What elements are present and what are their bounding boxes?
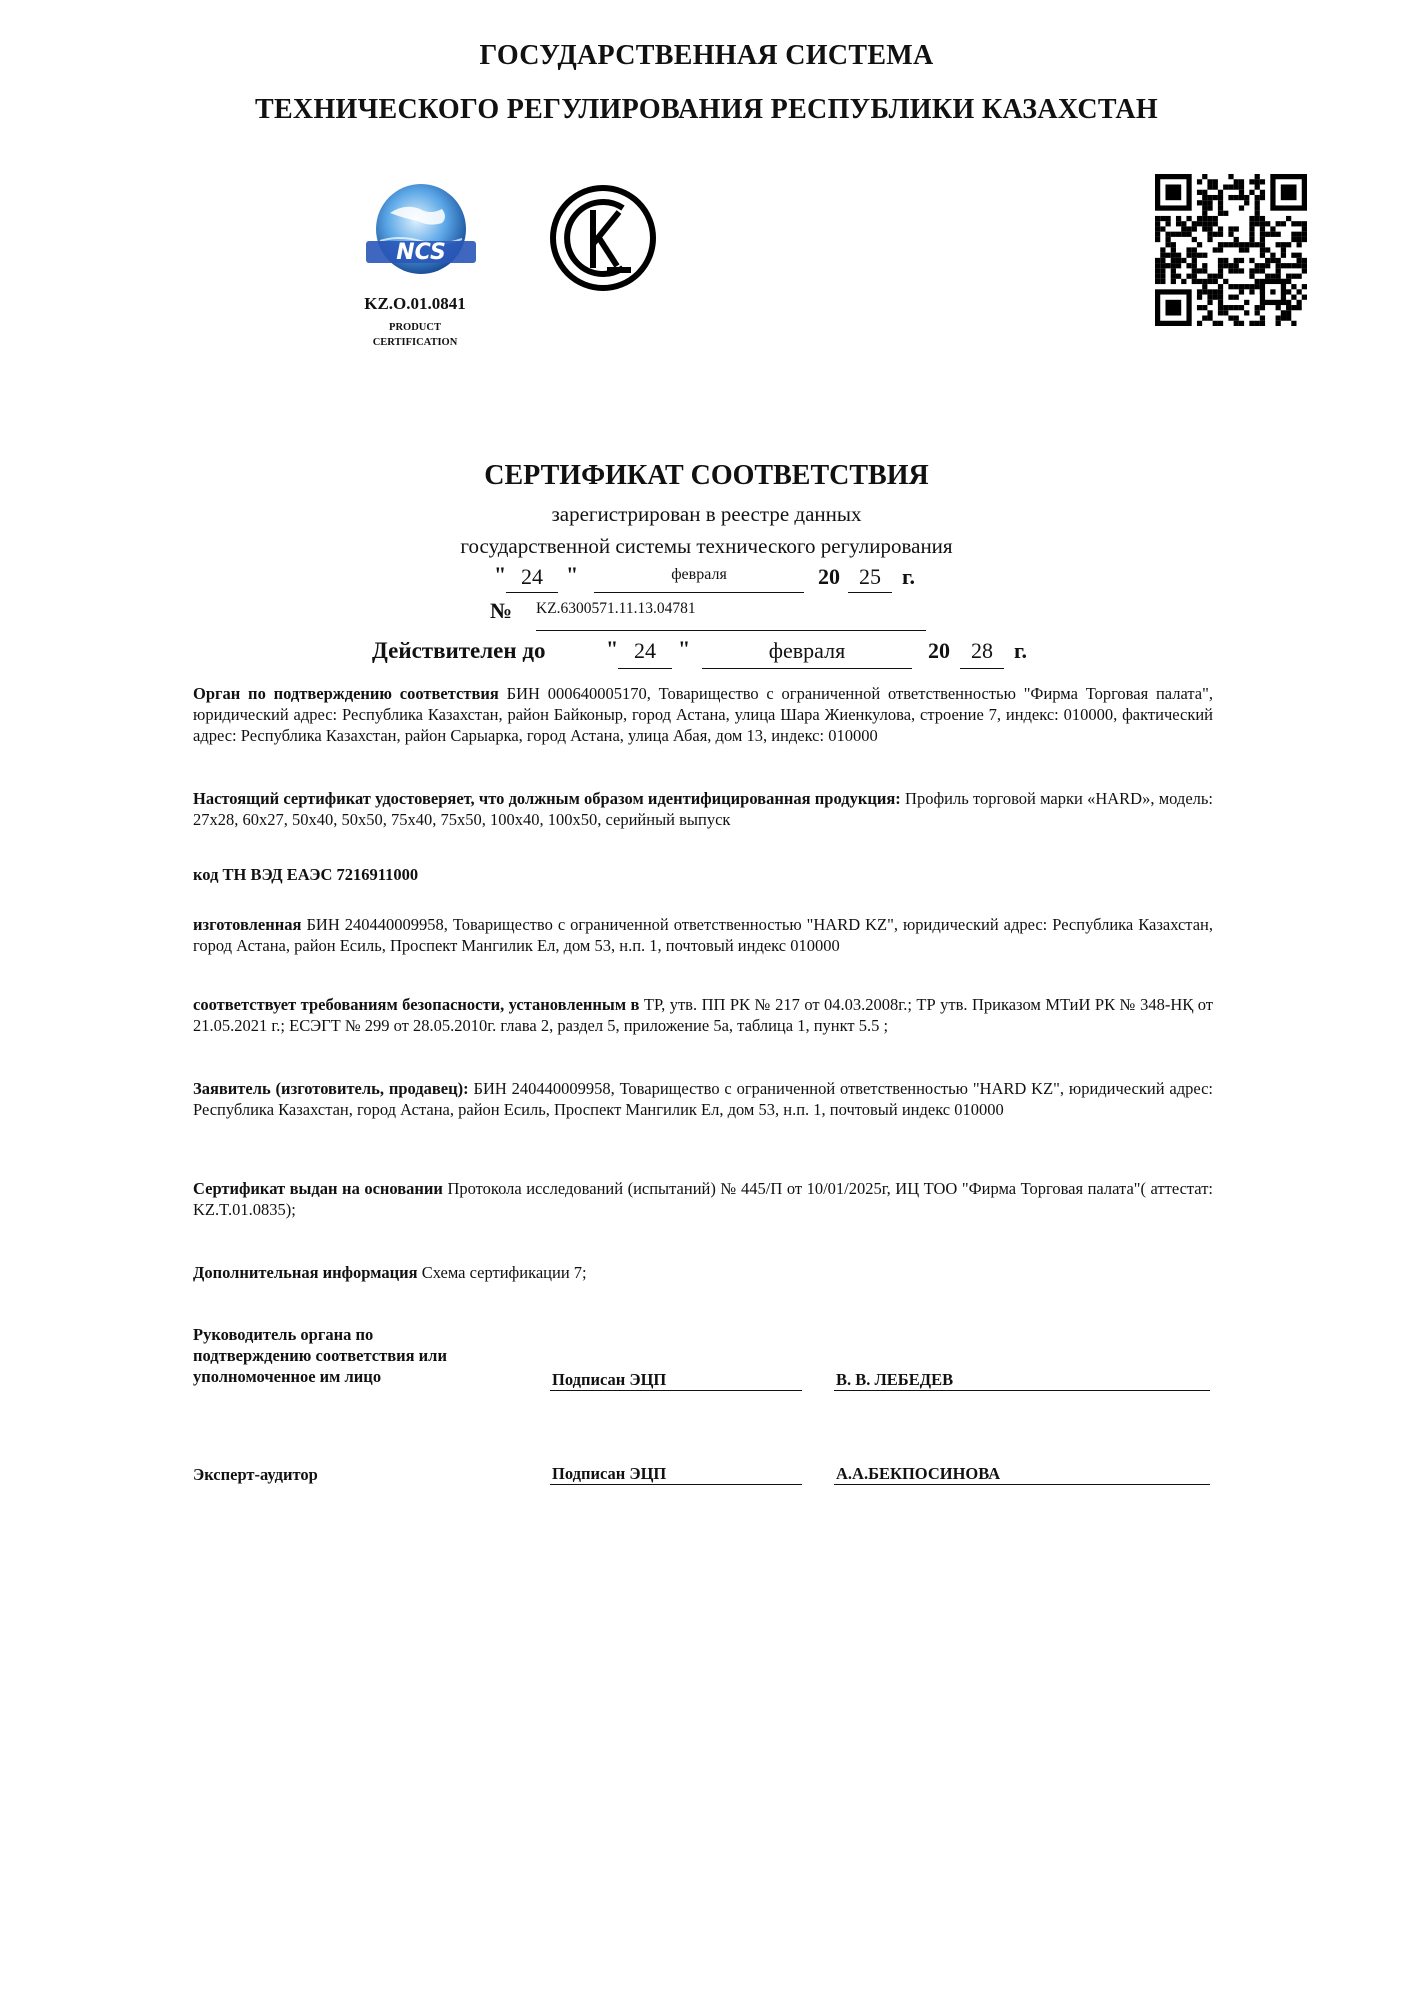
extra-label: Дополнительная информация xyxy=(193,1263,418,1282)
reg-code: KZ.O.01.0841 xyxy=(364,294,466,313)
reg-year-prefix: 20 xyxy=(818,564,840,589)
product-label: Настоящий сертификат удостоверяет, что должным образом идентифицированная продукция: xyxy=(193,789,901,808)
manufacturer-label: изготовленная xyxy=(193,915,302,934)
head-signatory-label xyxy=(193,1324,447,1387)
valid-year-suffix: г. xyxy=(1014,638,1028,663)
organ-paragraph xyxy=(193,683,1213,746)
extra-info-paragraph xyxy=(193,1262,1213,1283)
manufacturer-text: БИН 240440009958, Товарищество с ограниченной ответственностью "HARD KZ", юридический адрес: Республика Казахстан, город Астана, район Есиль, Проспект Мангилик Ел, дом 53, н.п. 1, почтовый индекс 010000 xyxy=(193,915,1213,955)
applicant-label: Заявитель (изготовитель, продавец): xyxy=(193,1079,469,1098)
head-name: В. В. ЛЕБЕДЕВ xyxy=(834,1370,1210,1391)
tn-ved-paragraph xyxy=(193,864,1213,885)
head-signed-ecp: Подписан ЭЦП xyxy=(550,1370,802,1391)
qr-code-icon xyxy=(1155,174,1307,326)
head-line-1: Руководитель органа по xyxy=(193,1325,374,1344)
basis-text: Протокола исследований (испытаний) № 445/П от 10/01/2025г, ИЦ ТОО "Фирма Торговая палата"( аттестат: KZ.T.01.0835); xyxy=(193,1179,1213,1219)
valid-year: 28 xyxy=(960,638,1004,669)
header-line-1: ГОСУДАРСТВЕННАЯ СИСТЕМА xyxy=(479,40,934,71)
expert-auditor-label: Эксперт-аудитор xyxy=(193,1465,318,1484)
organ-text: БИН 000640005170, Товарищество с ограниченной ответственностью "Фирма Торговая палата", юридический адрес: Республика Казахстан, район Байконыр, город Астана, улица Шара Жиенкулова, строение 7, индекс: 010000, фактический адрес: Республика Казахстан, район Сарыарка, город Астана, улица Абая, дом 13, индекс: 010000 xyxy=(193,684,1213,745)
requirements-label: соответствует требованиям безопасности, установленным в xyxy=(193,995,640,1014)
head-line-3: уполномоченное им лицо xyxy=(193,1367,382,1386)
head-line-2: подтверждению соответствия или xyxy=(193,1346,447,1365)
number-label: № xyxy=(490,598,513,623)
valid-label: Действителен до xyxy=(372,638,546,663)
product-paragraph xyxy=(193,788,1213,830)
certificate-page: ГОСУДАРСТВЕННАЯ СИСТЕМА ТЕХНИЧЕСКОГО РЕГУЛИРОВАНИЯ РЕСПУБЛИКИ КАЗАХСТАН NCS KZ.O.01.0841 PRODUCT CERTIFICATION СЕРТИФИКАТ СООТВЕТСТВИЯ зарегистрирован в реестре данных государственной системы технического регулирования " 24 " февраля 20 25 г. № KZ.6300571.11.13.04781 Действителен до " 24 " февраля 20 28 г. Орган по подтверждению соответствия БИН 000640005170, Товарищество с ограниченной ответственностью "Фирма Торговая палата", юридический адрес: Республика Казахстан, район Байконыр, город Астана, улица Шара Жиенкулова, строение 7, индекс: 010000, фактический адрес: Республика Казахстан, район Сарыарка, город Астана, улица Абая, дом 13, индекс: 010000 Настоящий сертификат удостоверяет, что должным образом идентифицированная продукция: Профиль торговой марки «HARD», модель: 27х28, 60х27, 50х40, 50х50, 75х40, 75х50, 100х40, 100х50, серийный выпуск код ТН ВЭД ЕАЭС 7216911000 изготовленная БИН 240440009958, Товарищество с ограниченной ответственностью "HARD KZ", юридический адрес: Республика Казахстан, город Астана, район Есиль, Проспект Мангилик Ел, дом 53, н.п. 1, почтовый индекс 010000 соответствует требованиям безопасности, установленным в ТР, утв. ПП РК № 217 от 04.03.2008г.; ТР утв. Приказом МТиИ РК № 348-НҚ от 21.05.2021 г.; ЕСЭГТ № 299 от 28.05.2010г. глава 2, раздел 5, приложение 5а, таблица 1, пункт 5.5 ; Заявитель (изготовитель, продавец): БИН 240440009958, Товарищество с ограниченной ответственностью "HARD KZ", юридический адрес: Республика Казахстан, город Астана, район Есиль, Проспект Мангилик Ел, дом 53, н.п. 1, почтовый индекс 010000 Сертификат выдан на основании Протокола исследований (испытаний) № 445/П от 10/01/2025г, ИЦ ТОО "Фирма Торговая палата"( аттестат: KZ.T.01.0835); Дополнительная информация Схема сертификации 7; Руководитель органа по подтверждению соответствия или уполномоченное им лицо Подписан ЭЦП В. В. ЛЕБЕДЕВ Эксперт-аудитор Подписан ЭЦП А.А.БЕКПОСИНОВА xyxy=(0,0,1413,2000)
organ-label: Орган по подтверждению соответствия xyxy=(193,684,499,703)
requirements-paragraph xyxy=(193,994,1213,1036)
reg-day: 24 xyxy=(506,564,558,593)
expert-signed-ecp: Подписан ЭЦП xyxy=(550,1464,802,1485)
product-certification-label xyxy=(340,320,490,350)
reg-year-suffix: г. xyxy=(902,564,916,589)
reg-month: февраля xyxy=(594,566,804,593)
applicant-paragraph xyxy=(193,1078,1213,1120)
valid-day: 24 xyxy=(618,638,672,669)
tn-ved-code: код ТН ВЭД ЕАЭС 7216911000 xyxy=(193,865,419,884)
expert-name: А.А.БЕКПОСИНОВА xyxy=(834,1464,1210,1485)
reg-year: 25 xyxy=(848,564,892,593)
basis-label: Сертификат выдан на основании xyxy=(193,1179,443,1198)
ncs-logo-text: NCS xyxy=(396,240,446,265)
extra-text: Схема сертификации 7; xyxy=(417,1263,587,1282)
ncs-globe-logo xyxy=(360,183,482,281)
applicant-text: БИН 240440009958, Товарищество с ограниченной ответственностью "HARD KZ", юридический адрес: Республика Казахстан, город Астана, район Есиль, Проспект Мангилик Ел, дом 53, н.п. 1, почтовый индекс 010000 xyxy=(193,1079,1213,1119)
manufacturer-paragraph xyxy=(193,914,1213,956)
kz-conformity-mark-icon xyxy=(547,182,659,294)
requirements-text: ТР, утв. ПП РК № 217 от 04.03.2008г.; ТР утв. Приказом МТиИ РК № 348-НҚ от 21.05.2021 г.; ЕСЭГТ № 299 от 28.05.2010г. глава 2, раздел 5, приложение 5а, таблица 1, пункт 5.5 ; xyxy=(193,995,1213,1035)
basis-paragraph xyxy=(193,1178,1213,1220)
valid-year-prefix: 20 xyxy=(928,638,950,663)
product-text: Профиль торговой марки «HARD», модель: 27х28, 60х27, 50х40, 50х50, 75х40, 75х50, 100х40, 100х50, серийный выпуск xyxy=(193,789,1213,829)
certificate-number: KZ.6300571.11.13.04781 xyxy=(536,600,926,631)
certification-text: CERTIFICATION xyxy=(372,337,458,348)
header-line-2: ТЕХНИЧЕСКОГО РЕГУЛИРОВАНИЯ РЕСПУБЛИКИ КАЗАХСТАН xyxy=(254,94,1159,125)
certificate-title: СЕРТИФИКАТ СООТВЕТСТВИЯ xyxy=(484,460,929,491)
valid-month: февраля xyxy=(702,638,912,669)
registered-line-2: государственной системы технического регулирования xyxy=(460,534,953,558)
registered-line-1: зарегистрирован в реестре данных xyxy=(551,502,862,526)
product-text: PRODUCT xyxy=(389,322,441,333)
